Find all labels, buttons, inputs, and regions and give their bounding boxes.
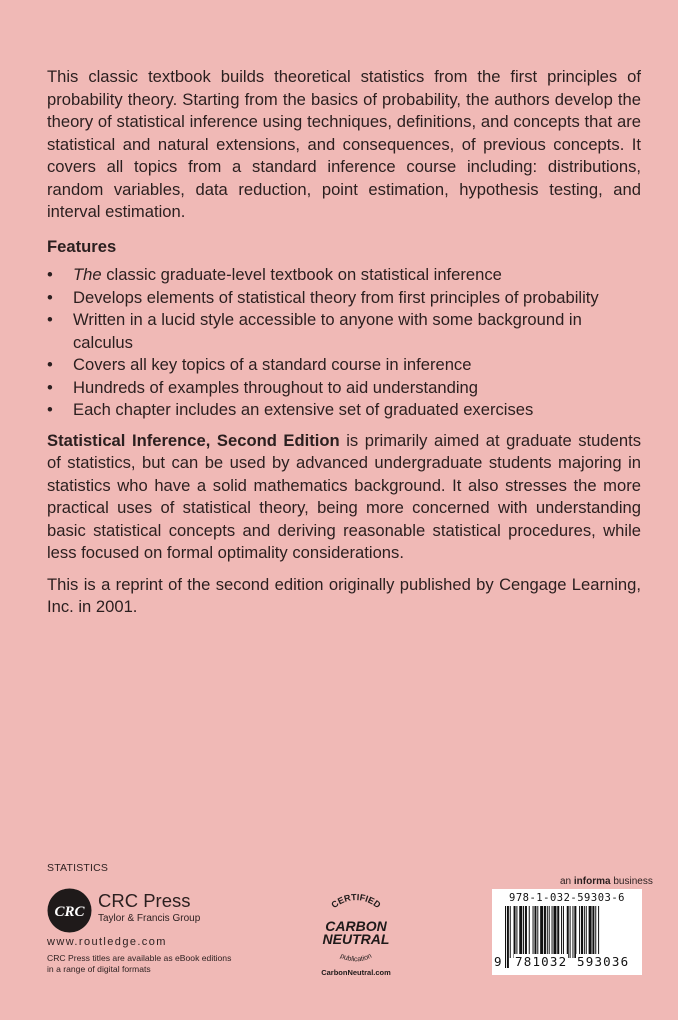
barcode-bar [589, 906, 592, 958]
badge-certified: CERTIFIED [329, 893, 383, 911]
feature-item: • Covers all key topics of a standard course in inference [47, 354, 641, 377]
barcode-bar [572, 906, 573, 958]
audience-paragraph [47, 430, 641, 565]
logo-wordmark: CRC [54, 904, 85, 920]
isbn-digit-group: 593036 [577, 954, 630, 969]
intro-paragraph: This classic textbook builds theoretical statistics from the first principles of probability theory. Starting from the basics of probability, the authors develop the theory of statistical inference using techniques, definitions, and concepts that are statistical and natural extensions, and consequences, of previous concepts. It covers all topics from a standard inference course including: distributions, random variables, data reduction, point estimation, hypothesis testing, and interval estimation. [47, 67, 641, 221]
barcode-bar [544, 906, 546, 958]
feature-item [47, 264, 641, 287]
barcode-bar [540, 906, 543, 958]
svg-text:publication [339, 953, 373, 964]
feature-item: • Hundreds of examples throughout to aid understanding [47, 377, 641, 400]
barcode-bar [537, 906, 538, 958]
barcode-bar [570, 906, 571, 958]
barcode-bar [519, 906, 522, 958]
subject-category: STATISTICS [47, 862, 109, 874]
feature-emphasis: The [73, 265, 102, 284]
barcode-bar [516, 906, 517, 958]
barcode-bar [586, 906, 587, 958]
barcode-bar [567, 906, 569, 958]
barcode-bar [563, 906, 564, 958]
barcode-bar [574, 906, 576, 958]
informa-suffix: business [610, 876, 653, 887]
barcode-bar [514, 906, 516, 958]
badge-site: CarbonNeutral.com [321, 968, 391, 977]
informa-word: informa [573, 876, 611, 887]
feature-item-text: classic graduate-level textbook on statistical inference [101, 265, 502, 284]
publisher-group: Taylor & Francis Group [98, 913, 201, 924]
reprint-note: This is a reprint of the second edition originally published by Cengage Learning, Inc. in 2001. [47, 574, 641, 616]
barcode-bar [584, 906, 585, 958]
barcode-bar [553, 906, 556, 958]
barcode-bar [533, 906, 534, 958]
website-link[interactable]: www.routledge.com [47, 936, 167, 948]
badge-publication: publication [338, 952, 374, 964]
publisher-block [98, 891, 200, 925]
barcode-bar [561, 906, 562, 958]
crc-press-logo [47, 888, 92, 933]
isbn-digit-prefix: 9 [494, 954, 502, 969]
carbon-neutral-badge [310, 893, 402, 981]
book-title: Statistical Inference, Second Edition [47, 430, 340, 450]
ebook-note [47, 953, 237, 975]
barcode-bar [525, 906, 527, 958]
back-cover-text [47, 66, 641, 619]
barcode-bar [523, 906, 524, 958]
barcode-bar [505, 906, 506, 968]
isbn-digit-group: 781032 [515, 954, 568, 969]
isbn-text: 978-1-032-59303-6 [509, 892, 625, 904]
badge-carbon: CARBON [325, 918, 387, 934]
badge-neutral: NEUTRAL [322, 931, 390, 947]
feature-item: • Written in a lucid style accessible to anyone with some background in calculus [47, 309, 641, 354]
barcode-bar [510, 906, 511, 958]
ebook-line: in a range of digital formats [47, 964, 151, 974]
features-heading: Features [47, 236, 117, 256]
informa-tagline [560, 876, 653, 887]
informa-prefix: an [560, 876, 574, 887]
audience-text: is primarily aimed at graduate students of statistics, but can be used by advanced undergraduate students majoring in statistics who have a solid mathematics background. It also stresses the more practical uses of statistical theory, being more concerned with understanding basic statistical concepts and deriving reasonable statistical procedures, while less focused on formal optimality considerations. [47, 430, 641, 562]
features-list [47, 264, 641, 422]
feature-item: • Each chapter includes an extensive set of graduated exercises [47, 399, 641, 422]
publisher-name: CRC Press [98, 890, 191, 911]
svg-text:CERTIFIED [329, 893, 383, 910]
barcode-bar [529, 906, 530, 958]
barcode-bar [579, 906, 580, 958]
barcode-bar [547, 906, 548, 958]
ebook-line: CRC Press titles are available as eBook editions [47, 953, 232, 963]
barcode-bar [592, 906, 594, 958]
barcode-bar [534, 906, 536, 958]
feature-item: • Develops elements of statistical theory from first principles of probability [47, 287, 641, 310]
barcode-bar [581, 906, 583, 958]
barcode-bar [557, 906, 559, 958]
barcode-bar [507, 906, 509, 968]
isbn-barcode [492, 889, 642, 975]
